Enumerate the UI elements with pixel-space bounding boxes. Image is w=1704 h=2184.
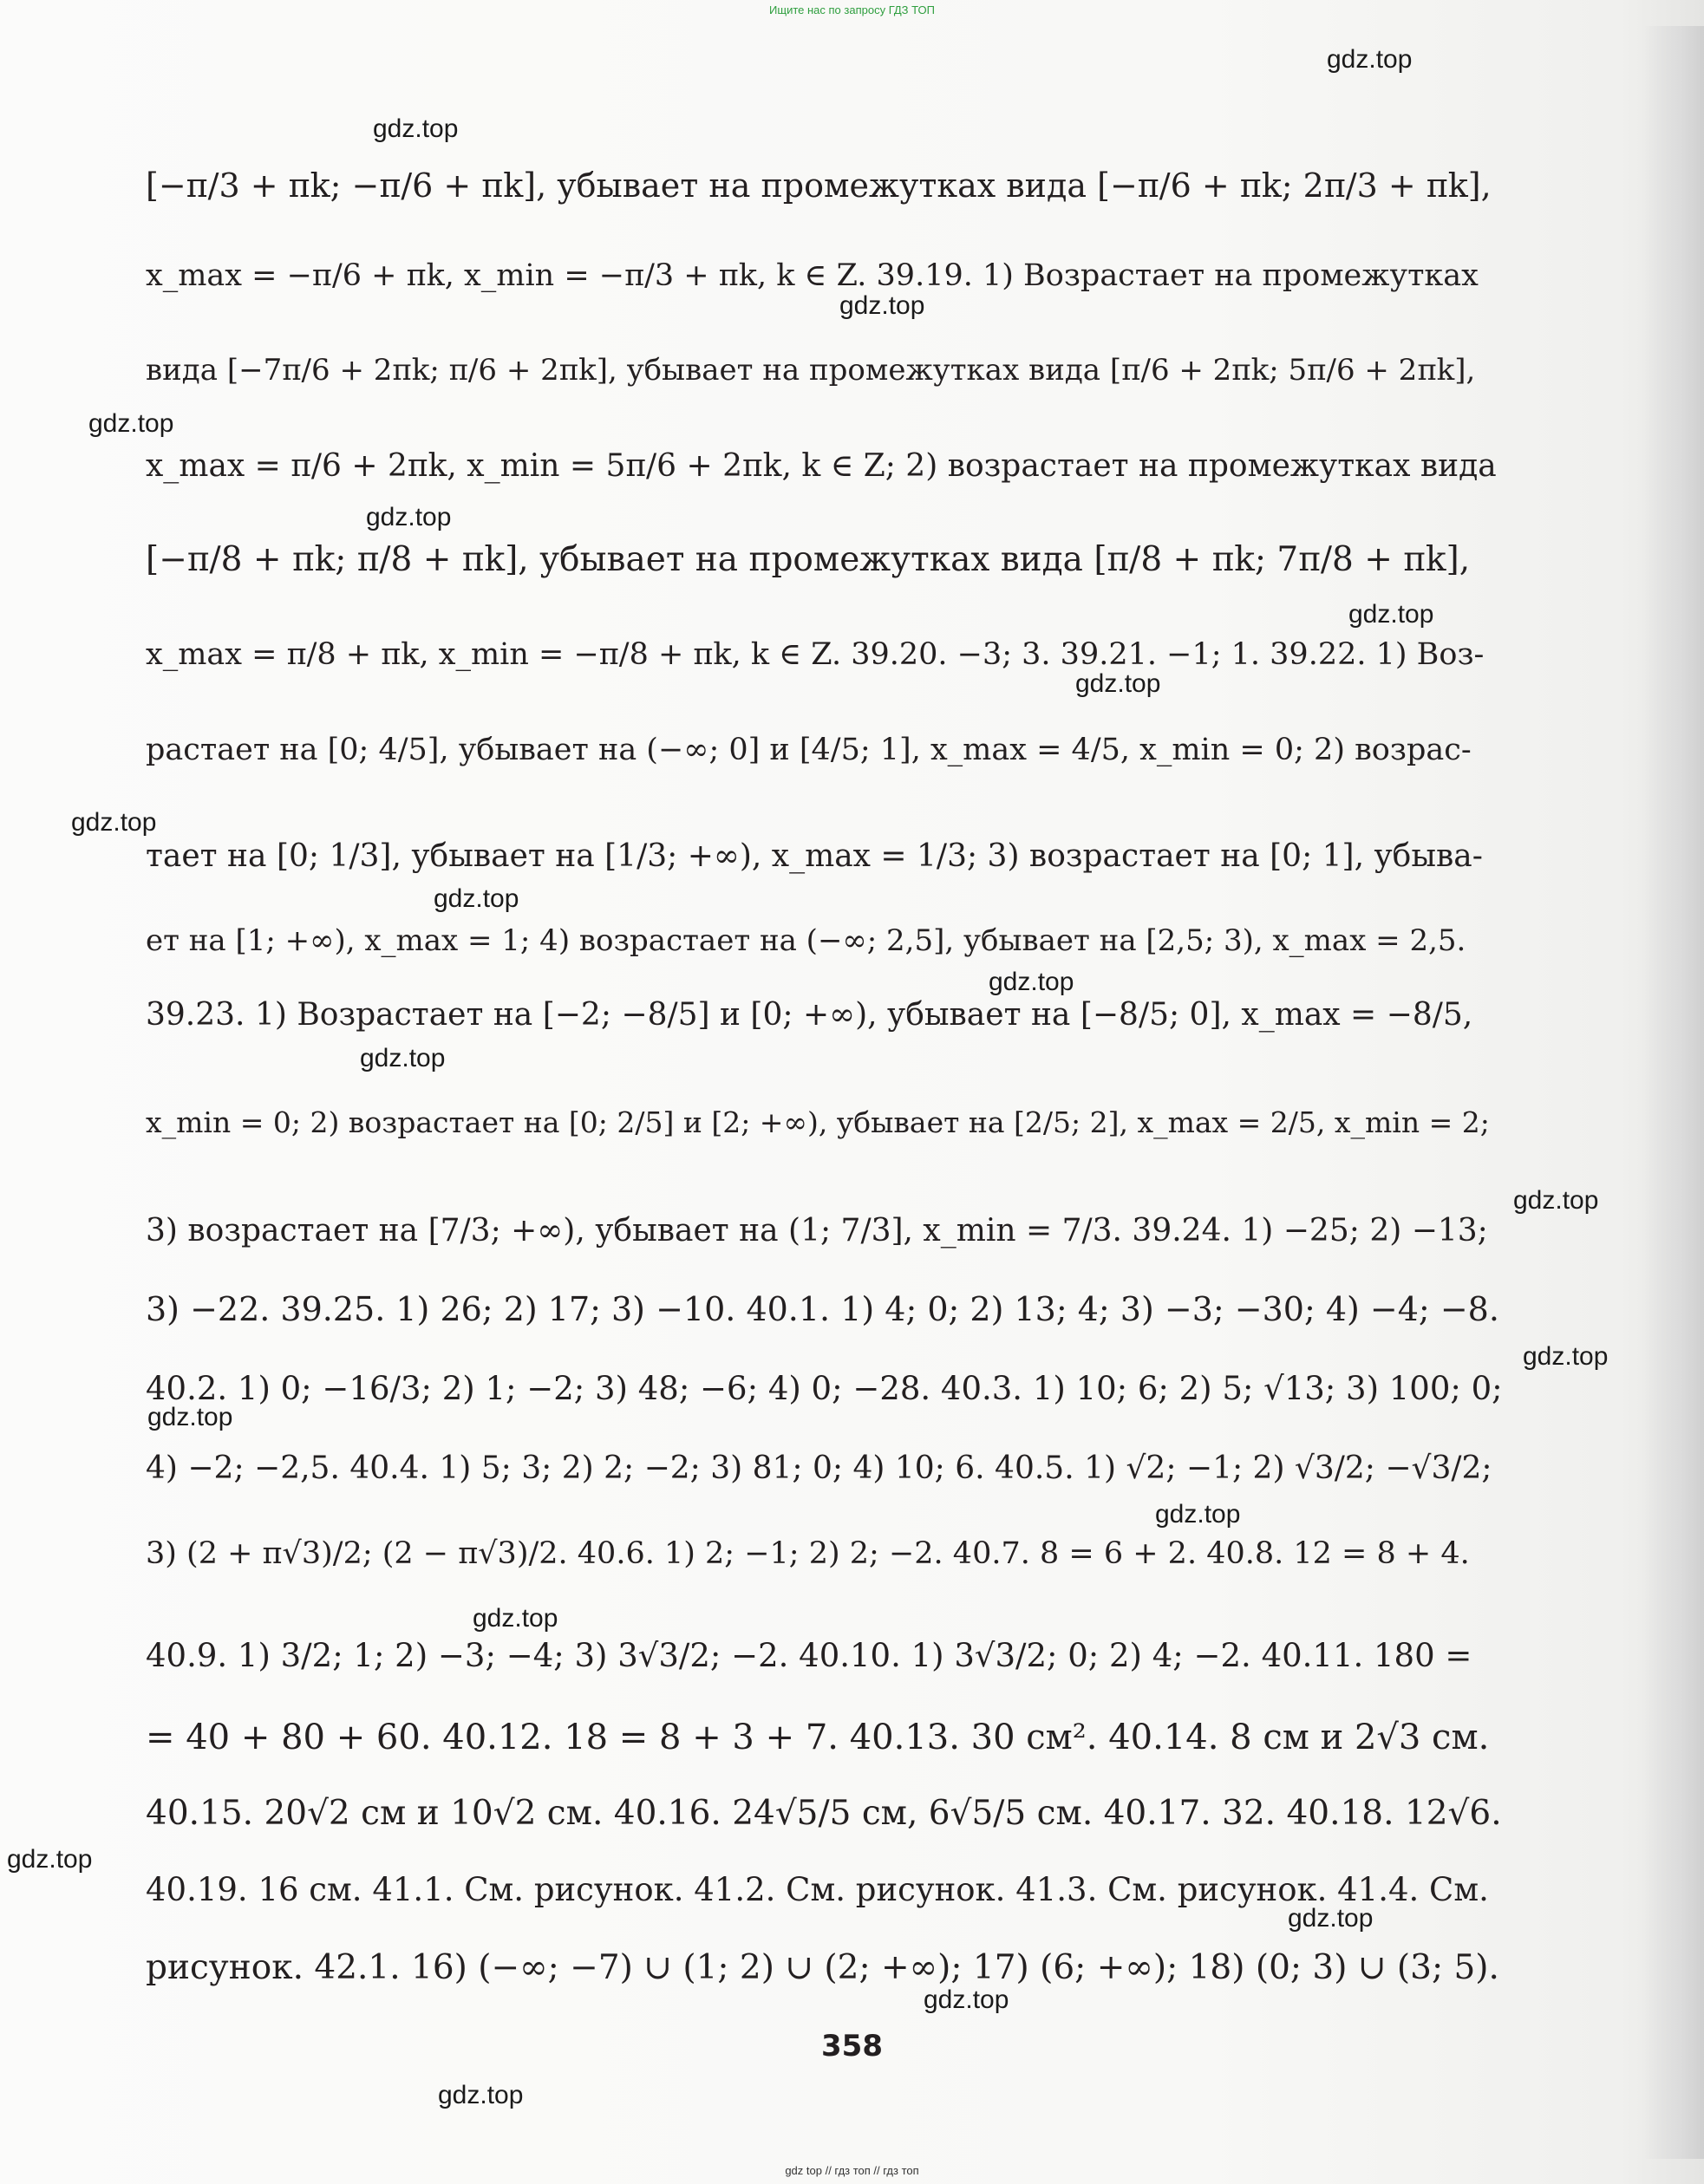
answer-line-20: 40.19. 16 см. 41.1. См. рисунок. 41.2. См. рисунок. 41.3. См. рисунок. 41.4. См. (146, 1871, 1489, 1908)
answer-line-16: 3) (2 + π√3)/2; (2 − π√3)/2. 40.6. 1) 2; −1; 2) 2; −2. 40.7. 8 = 6 + 2. 40.8. 12 = 8 + 4. (146, 1536, 1470, 1571)
watermark: gdz.top (1513, 1186, 1599, 1215)
answer-line-11: x_min = 0; 2) возрастает на [0; 2/5] и [2; +∞), убывает на [2/5; 2], x_max = 2/5, x_min = 2; (146, 1105, 1490, 1139)
answer-line-18: = 40 + 80 + 60. 40.12. 18 = 8 + 3 + 7. 40.13. 30 см². 40.14. 8 см и 2√3 см. (146, 1718, 1490, 1757)
watermark: gdz.top (473, 1604, 558, 1633)
answer-line-6: x_max = π/8 + πk, x_min = −π/8 + πk, k ∈ Z. 39.20. −3; 3. 39.21. −1; 1. 39.22. 1) Воз- (146, 637, 1485, 672)
answer-line-14: 40.2. 1) 0; −16/3; 2) 1; −2; 3) 48; −6; 4) 0; −28. 40.3. 1) 10; 6; 2) 5; √13; 3) 100; 0; (146, 1370, 1503, 1407)
watermark: gdz.top (924, 1985, 1009, 2014)
header-note: Ищите нас по запросу ГДЗ ТОП (769, 3, 935, 16)
answer-line-9: ет на [1; +∞), x_max = 1; 4) возрастает на (−∞; 2,5], убывает на [2,5; 3), x_max = 2,5. (146, 923, 1466, 958)
watermark: gdz.top (366, 503, 452, 531)
watermark: gdz.top (1288, 1904, 1374, 1933)
answer-line-7: растает на [0; 4/5], убывает на (−∞; 0] и [4/5; 1], x_max = 4/5, x_min = 0; 2) возрас- (146, 733, 1472, 767)
page-edge-shadow (1643, 26, 1704, 2159)
watermark: gdz.top (1327, 45, 1413, 74)
watermark: gdz.top (7, 1845, 93, 1874)
answer-line-19: 40.15. 20√2 см и 10√2 см. 40.16. 24√5/5 см, 6√5/5 см. 40.17. 32. 40.18. 12√6. (146, 1794, 1502, 1833)
answer-line-3: вида [−7π/6 + 2πk; π/6 + 2πk], убывает на промежутках вида [π/6 + 2πk; 5π/6 + 2πk], (146, 353, 1476, 388)
watermark: gdz.top (71, 808, 157, 837)
answer-line-5: [−π/8 + πk; π/8 + πk], убывает на промежутках вида [π/8 + πk; 7π/8 + πk], (146, 540, 1471, 579)
watermark: gdz.top (1523, 1342, 1609, 1371)
watermark: gdz.top (438, 2081, 524, 2109)
answer-line-13: 3) −22. 39.25. 1) 26; 2) 17; 3) −10. 40.1. 1) 4; 0; 2) 13; 4; 3) −3; −30; 4) −4; −8. (146, 1290, 1499, 1328)
watermark: gdz.top (989, 968, 1074, 996)
watermark: gdz.top (88, 409, 174, 438)
watermark: gdz.top (434, 884, 519, 913)
answer-line-12: 3) возрастает на [7/3; +∞), убывает на (1; 7/3], x_min = 7/3. 39.24. 1) −25; 2) −13; (146, 1213, 1488, 1248)
answer-line-10: 39.23. 1) Возрастает на [−2; −8/5] и [0; +∞), убывает на [−8/5; 0], x_max = −8/5, (146, 997, 1473, 1033)
watermark: gdz.top (839, 291, 925, 320)
watermark: gdz.top (147, 1403, 233, 1431)
answer-line-2: x_max = −π/6 + πk, x_min = −π/3 + πk, k ∈ Z. 39.19. 1) Возрастает на промежутках (146, 258, 1479, 293)
answer-line-15: 4) −2; −2,5. 40.4. 1) 5; 3; 2) 2; −2; 3) 81; 0; 4) 10; 6. 40.5. 1) √2; −1; 2) √3/2; −√3/2; (146, 1451, 1492, 1486)
answer-line-21: рисунок. 42.1. 16) (−∞; −7) ∪ (1; 2) ∪ (2; +∞); 17) (6; +∞); 18) (0; 3) ∪ (3; 5). (146, 1948, 1499, 1987)
answer-line-8: тает на [0; 1/3], убывает на [1/3; +∞), x_max = 1/3; 3) возрастает на [0; 1], убыва- (146, 838, 1483, 874)
answer-line-1: [−π/3 + πk; −π/6 + πk], убывает на промежутках вида [−π/6 + πk; 2π/3 + πk], (146, 166, 1492, 205)
watermark: gdz.top (373, 114, 459, 143)
page-number: 358 (821, 2029, 883, 2063)
footer-note: gdz top // гдз топ // гдз топ (785, 2164, 919, 2177)
watermark: gdz.top (1348, 600, 1434, 629)
answer-line-17: 40.9. 1) 3/2; 1; 2) −3; −4; 3) 3√3/2; −2. 40.10. 1) 3√3/2; 0; 2) 4; −2. 40.11. 180 = (146, 1637, 1472, 1674)
watermark: gdz.top (1155, 1500, 1241, 1529)
watermark: gdz.top (360, 1044, 446, 1072)
watermark: gdz.top (1075, 669, 1161, 698)
answer-line-4: x_max = π/6 + 2πk, x_min = 5π/6 + 2πk, k ∈ Z; 2) возрастает на промежутках вида (146, 448, 1497, 484)
